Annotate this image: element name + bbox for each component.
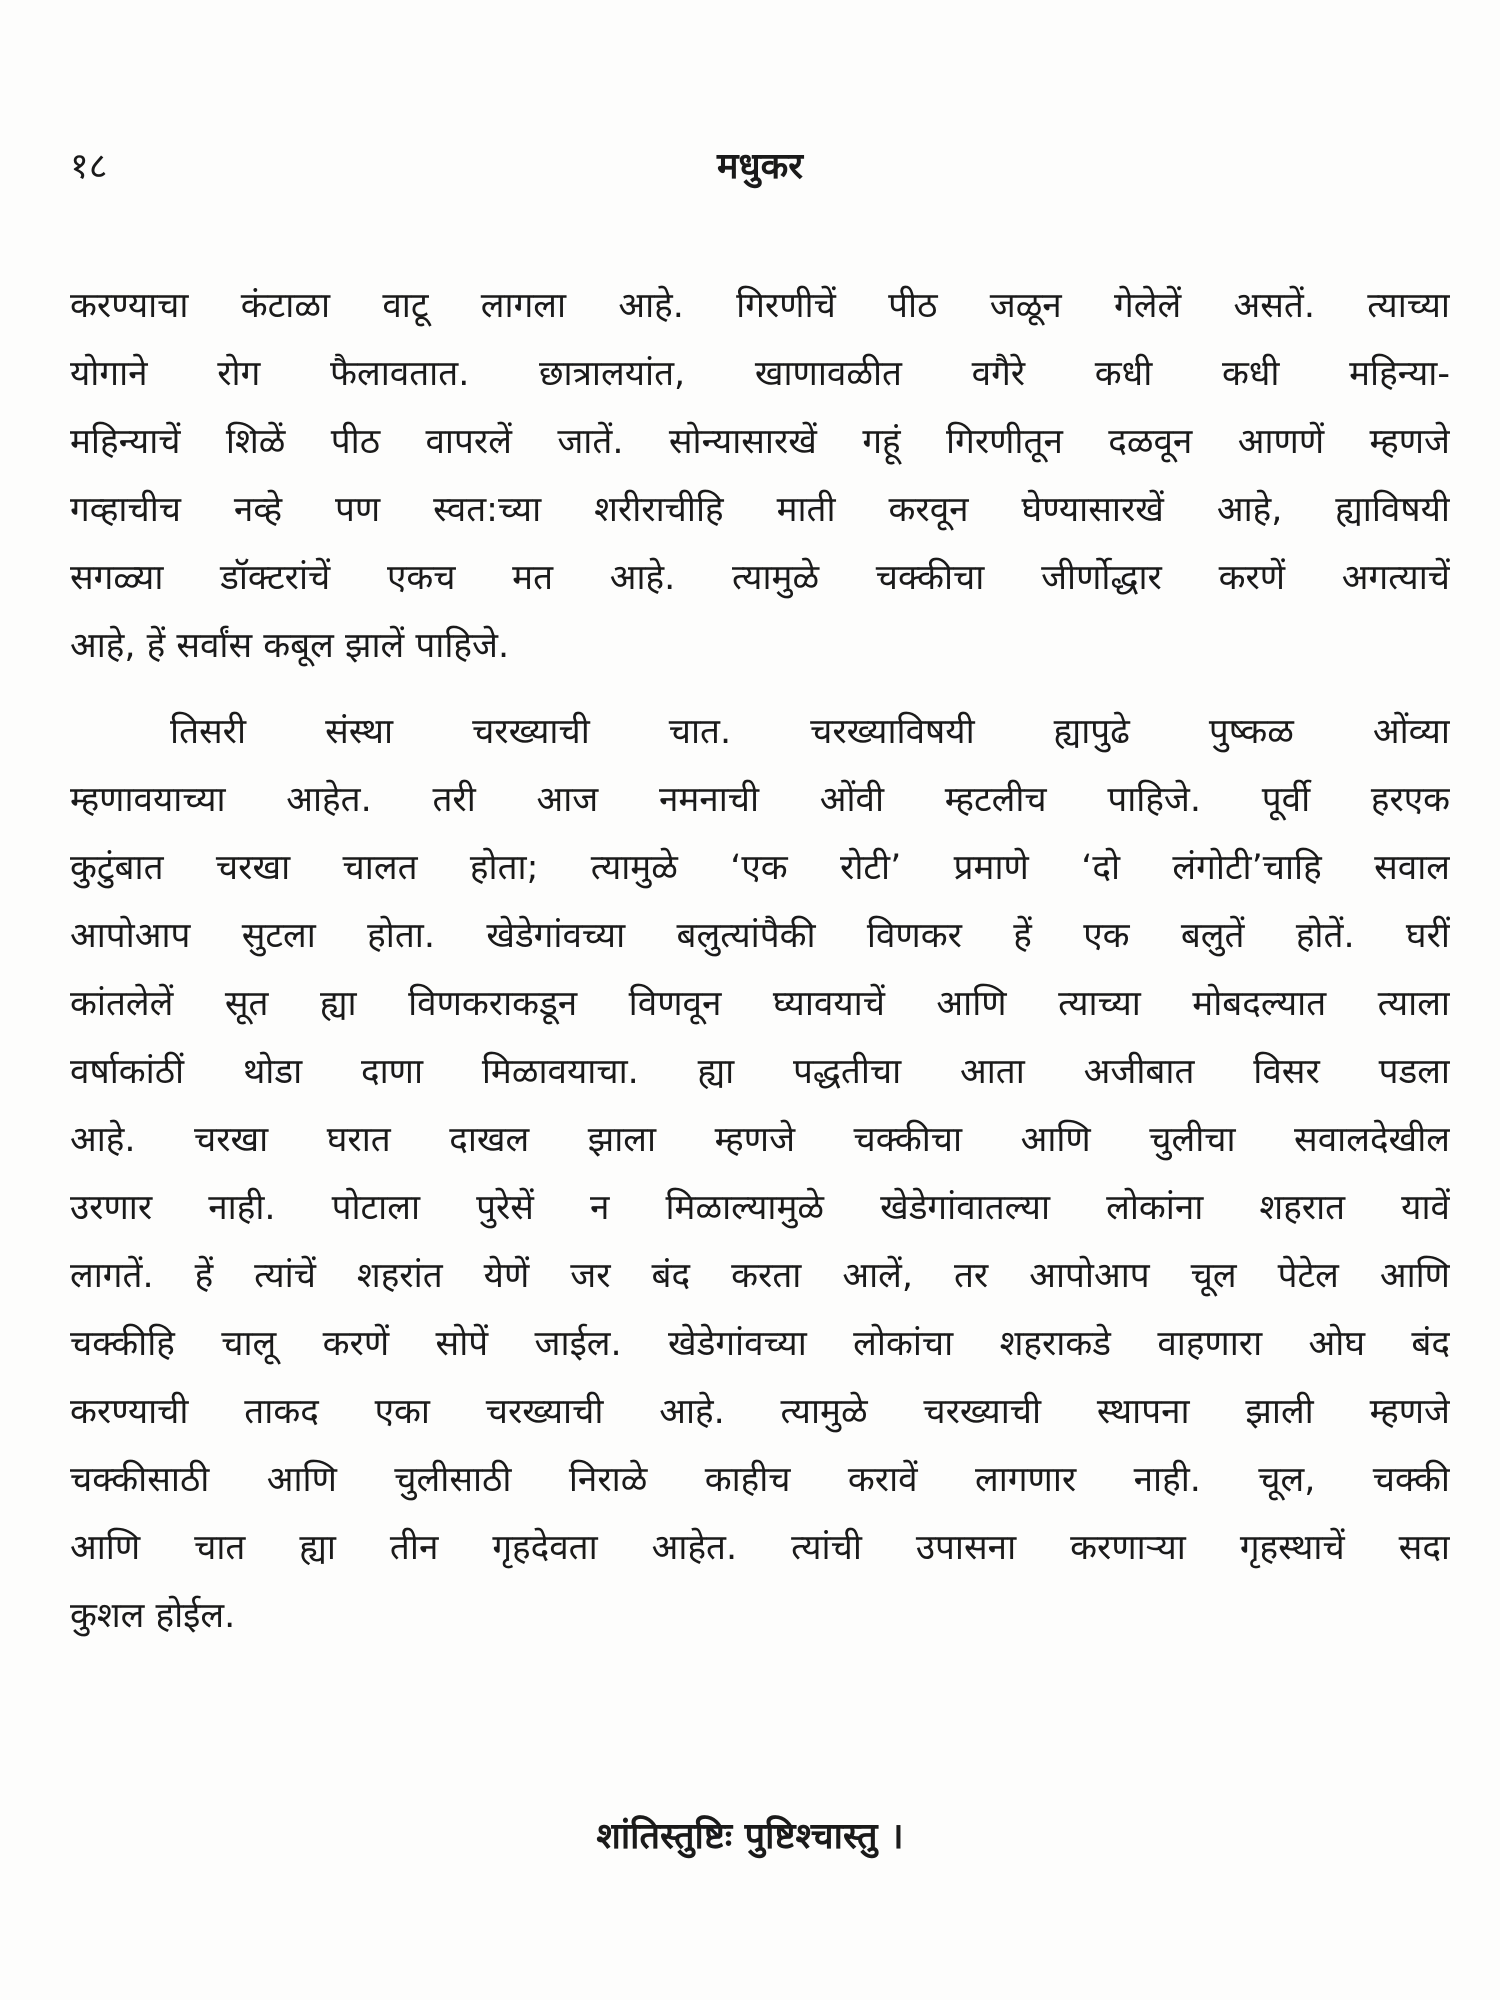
running-title: मधुकर	[716, 146, 804, 187]
paragraph-1	[70, 272, 1450, 680]
text-line: आहे, हें सर्वांस कबूल झालें पाहिजे.	[70, 626, 510, 666]
text-line: महिन्याचें शिळें पीठ वापरलें जातें. सोन्यासारखें गहूं गिरणीतून दळवून आणणें म्हणजे	[70, 422, 1450, 462]
text-line: गव्हाचीच नव्हे पण स्वत:च्या शरीराचीहि माती करवून घेण्यासारखें आहे, ह्याविषयी	[70, 490, 1450, 530]
text-line: म्हणावयाच्या आहेत. तरी आज नमनाची ओंवी म्हटलीच पाहिजे. पूर्वी हरएक	[70, 780, 1450, 820]
text-line: योगाने रोग फैलावतात. छात्रालयांत, खाणावळीत वगैरे कधी कधी महिन्या-	[70, 354, 1450, 394]
page-number: १८	[70, 146, 108, 187]
paragraph-gap	[70, 680, 1450, 698]
text-line: सगळ्या डॉक्टरांचें एकच मत आहे. त्यामुळे चक्कीचा जीर्णोद्धार करणें अगत्याचें	[70, 558, 1450, 598]
text-line: कांतलेलें सूत ह्या विणकराकडून विणवून घ्यावयाचें आणि त्याच्या मोबदल्यात त्याला	[70, 984, 1450, 1024]
text-line: चक्कीहि चालू करणें सोपें जाईल. खेडेगांवच्या लोकांचा शहराकडे वाहणारा ओघ बंद	[70, 1324, 1450, 1364]
text-line: आहे. चरखा घरात दाखल झाला म्हणजे चक्कीचा आणि चुलीचा सवालदेखील	[70, 1120, 1450, 1160]
text-line: उरणार नाही. पोटाला पुरेसें न मिळाल्यामुळे खेडेगांवातल्या लोकांना शहरात यावें	[70, 1188, 1450, 1228]
paragraph-2	[70, 698, 1450, 1650]
text-line: वर्षाकांठीं थोडा दाणा मिळावयाचा. ह्या पद्धतीचा आता अजीबात विसर पडला	[70, 1052, 1450, 1092]
text-line: आणि चात ह्या तीन गृहदेवता आहेत. त्यांची उपासना करणाऱ्या गृहस्थाचें सदा	[70, 1528, 1450, 1568]
text-line: कुशल होईल.	[70, 1596, 236, 1636]
body-text	[70, 272, 1450, 1650]
text-line: चक्कीसाठी आणि चुलीसाठी निराळे काहीच करावें लागणार नाही. चूल, चक्की	[70, 1460, 1450, 1500]
text-line: कुटुंबात चरखा चालत होता; त्यामुळे ‘एक रोटी’ प्रमाणे ‘दो लंगोटी’चाहि सवाल	[70, 848, 1450, 888]
text-line: लागतें. हें त्यांचें शहरांत येणें जर बंद करता आलें, तर आपोआप चूल पेटेल आणि	[70, 1256, 1450, 1296]
text-line: करण्याचा कंटाळा वाटू लागला आहे. गिरणीचें पीठ जळून गेलेलें असतें. त्याच्या	[70, 286, 1450, 326]
text-line: तिसरी संस्था चरख्याची चात. चरख्याविषयी ह्यापुढे पुष्कळ ओंव्या	[170, 712, 1450, 752]
text-line: आपोआप सुटला होता. खेडेगांवच्या बलुत्यांपैकी विणकर हें एक बलुतें होतें. घरीं	[70, 916, 1450, 956]
closing-benediction: शांतिस्तुष्टिः पुष्टिश्चास्तु ।	[596, 1816, 904, 1857]
text-line: करण्याची ताकद एका चरख्याची आहे. त्यामुळे चरख्याची स्थापना झाली म्हणजे	[70, 1392, 1450, 1432]
page-header	[70, 140, 1450, 200]
